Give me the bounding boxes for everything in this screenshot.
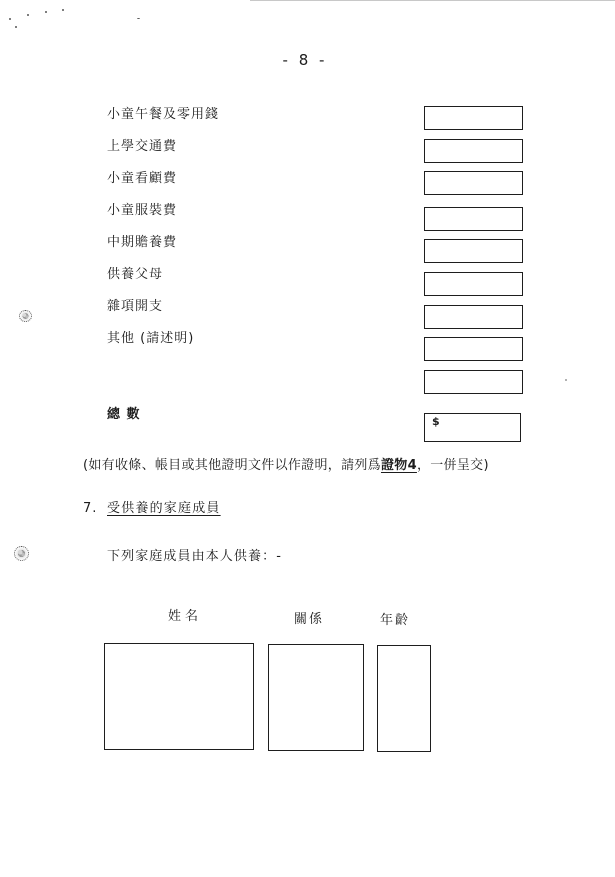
- expense-label-others: 其他 (請述明): [107, 331, 195, 346]
- column-header-name: 姓名: [168, 609, 203, 624]
- amount-field-others: [424, 337, 523, 361]
- evidence-note: [83, 458, 489, 474]
- total-currency-symbol: $: [432, 415, 440, 428]
- expense-label-miscellaneous: 雜項開支: [107, 299, 164, 314]
- amount-field-child-clothing: [424, 207, 523, 231]
- scan-edge-line: [250, 0, 615, 1]
- page-number: - 8 -: [282, 51, 328, 69]
- column-header-relationship: 關係: [294, 612, 325, 627]
- scan-speck: [27, 14, 29, 16]
- scan-speck: [137, 18, 140, 19]
- scan-speck: [45, 11, 47, 13]
- column-header-age: 年齡: [380, 613, 411, 628]
- expense-label-lunch-pocket-money: 小童午餐及零用錢: [107, 107, 220, 122]
- scan-speck: [15, 26, 17, 28]
- amount-field-others-extra: [424, 370, 523, 394]
- expense-label-interim-maintenance: 中期贍養費: [107, 235, 178, 250]
- expense-label-child-care: 小童看顧費: [107, 171, 178, 186]
- section-intro: 下列家庭成員由本人供養：-: [107, 549, 282, 564]
- scan-speck: [9, 18, 11, 20]
- scan-speck: [565, 379, 567, 381]
- amount-field-interim-maintenance: [424, 239, 523, 263]
- section-title: 受供養的家庭成員: [107, 501, 221, 516]
- name-field: [104, 643, 254, 750]
- section-number: 7.: [83, 501, 98, 516]
- expense-label-support-parents: 供養父母: [107, 267, 164, 282]
- scan-speck: [62, 9, 64, 11]
- expense-label-school-transport: 上學交通費: [107, 139, 178, 154]
- age-field: [377, 645, 431, 752]
- punch-hole-mark: [19, 310, 32, 322]
- punch-hole-mark: [14, 546, 29, 561]
- amount-field-child-care: [424, 171, 523, 195]
- total-label: 總 數: [107, 407, 141, 422]
- evidence-note-text-end: ，一併呈交): [416, 458, 489, 473]
- exhibit-reference: 證物4: [380, 458, 417, 473]
- relationship-field: [268, 644, 364, 751]
- amount-field-miscellaneous: [424, 305, 523, 329]
- expense-label-child-clothing: 小童服裝費: [107, 203, 178, 218]
- amount-field-support-parents: [424, 272, 523, 296]
- amount-field-lunch-pocket-money: [424, 106, 523, 130]
- evidence-note-text: (如有收條、帳目或其他證明文件以作證明，請列爲: [83, 458, 381, 473]
- amount-field-school-transport: [424, 139, 523, 163]
